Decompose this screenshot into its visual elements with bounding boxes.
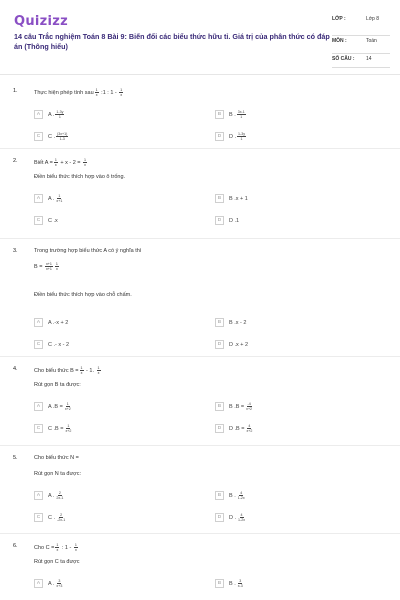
answer-option-b[interactable] — [215, 194, 248, 203]
question-separator — [0, 356, 400, 357]
answer-option-d[interactable] — [215, 424, 254, 433]
option-key: B . — [229, 195, 236, 202]
fraction-numerator: 1 — [67, 424, 70, 428]
fraction-numerator: 4 — [240, 491, 243, 495]
question-text — [34, 158, 88, 167]
quizizz-logo: Quizizz — [14, 14, 69, 29]
answer-option-d[interactable] — [215, 132, 247, 141]
option-value: 1 — [236, 217, 240, 224]
question-text-label: Cho C = — [34, 544, 55, 551]
fraction-denominator: x — [97, 371, 100, 375]
question-text — [34, 543, 79, 552]
question-formula — [34, 262, 60, 271]
fraction — [237, 491, 246, 500]
option-letter-box: A — [34, 579, 43, 588]
question-number: 6. — [13, 543, 18, 549]
question-text-label: Cho biểu thức B = — [34, 367, 79, 374]
fraction-denominator: 1 — [240, 137, 243, 141]
option-prefix: B = — [54, 403, 63, 410]
question-number: 5. — [13, 455, 18, 461]
fraction — [237, 513, 246, 522]
fraction-denominator: 1 — [58, 115, 61, 119]
option-key: B . — [229, 492, 236, 499]
option-key: B . — [229, 319, 236, 326]
fraction-numerator: -4 — [247, 402, 251, 406]
fraction-denominator: 1-2x — [237, 496, 245, 500]
question-text-label: Thực hiện phép tính sau — [34, 89, 94, 96]
option-value: x + 2 — [236, 341, 249, 348]
option-key: D . — [229, 133, 237, 140]
fraction — [55, 491, 64, 500]
fraction — [237, 132, 246, 141]
answer-option-b[interactable] — [215, 402, 254, 411]
fraction-numerator: 1 — [84, 158, 87, 162]
header-divider — [0, 74, 400, 75]
option-letter-box: C — [34, 340, 43, 349]
fraction-denominator: 2x-1 — [56, 496, 64, 500]
question-expression: :1 : 1 - — [99, 89, 119, 96]
question-instruction: Rút gọn C ta được — [34, 559, 80, 565]
fraction — [95, 88, 99, 97]
answer-option-a[interactable] — [34, 318, 68, 327]
fraction-denominator: x — [84, 163, 86, 167]
question-text-label: Trong trường hợp biểu thức A có ý nghĩa thì — [34, 248, 142, 254]
question-number: 4. — [13, 366, 18, 372]
fraction — [55, 110, 64, 119]
fraction-numerator: (3x+1) — [57, 132, 68, 136]
question-separator — [0, 238, 400, 239]
meta-class-row — [332, 14, 390, 36]
question-number: 3. — [13, 248, 18, 254]
fraction-numerator: 1 — [95, 88, 98, 92]
fraction-denominator: 1-3 — [59, 137, 65, 141]
option-letter-box: D — [215, 132, 224, 141]
option-letter-box: D — [215, 216, 224, 225]
fraction — [97, 366, 101, 375]
answer-option-a[interactable] — [34, 579, 64, 588]
fraction-denominator: x — [80, 371, 83, 375]
option-letter-box: B — [215, 194, 224, 203]
option-letter-box: A — [34, 194, 43, 203]
answer-option-a[interactable] — [34, 402, 73, 411]
option-key: C . — [48, 217, 56, 224]
answer-option-b[interactable] — [215, 110, 247, 119]
fraction-denominator: -2x-1 — [57, 518, 66, 522]
option-key: D . — [229, 425, 237, 432]
option-letter-box: C — [34, 424, 43, 433]
fraction-numerator: 3x-1 — [237, 110, 245, 114]
fraction — [237, 110, 246, 119]
fraction — [54, 158, 58, 167]
question-text-label: Cho biểu thức N = — [34, 455, 79, 461]
option-letter-box: B — [215, 579, 224, 588]
option-letter-box: A — [34, 318, 43, 327]
fraction-numerator: 1 — [54, 158, 57, 162]
question-text — [34, 366, 102, 375]
option-prefix: B = — [235, 403, 245, 410]
answer-option-c[interactable] — [34, 132, 69, 141]
fraction — [74, 543, 78, 552]
question-separator — [0, 148, 400, 149]
fraction — [56, 513, 66, 522]
fraction-numerator: 3 — [58, 579, 61, 583]
option-letter-box: B — [215, 491, 224, 500]
option-key: D . — [229, 514, 237, 521]
fraction-numerator: 4 — [248, 424, 251, 428]
option-key: C . — [48, 341, 56, 348]
fraction-numerator: 1 — [58, 194, 61, 198]
fraction-numerator: 1 — [56, 543, 59, 547]
fraction-denominator: x — [95, 93, 98, 97]
fraction-denominator: x — [120, 93, 123, 97]
answer-option-b[interactable] — [215, 318, 246, 327]
fraction — [119, 88, 123, 97]
option-letter-box: D — [215, 424, 224, 433]
option-letter-box: C — [34, 216, 43, 225]
fraction-denominator: 1 — [240, 115, 243, 119]
fraction-numerator: 1 — [74, 543, 77, 547]
fraction-numerator: x+1 — [45, 262, 52, 266]
fraction-numerator: 1-3y — [238, 132, 246, 136]
option-letter-box: B — [215, 110, 224, 119]
option-letter-box: B — [215, 318, 224, 327]
question-separator — [0, 445, 400, 446]
meta-class-value: Lớp 8 — [366, 16, 380, 22]
option-key: A . — [48, 403, 55, 410]
question-text — [34, 455, 79, 461]
fraction — [55, 262, 59, 271]
answer-option-b[interactable] — [215, 579, 245, 588]
option-key: A . — [48, 492, 55, 499]
option-letter-box: D — [215, 513, 224, 522]
option-key: A . — [48, 580, 55, 587]
fraction-denominator: x — [54, 163, 57, 167]
fraction-numerator: 2 — [58, 491, 61, 495]
worksheet-meta — [332, 14, 390, 68]
answer-option-c[interactable] — [34, 340, 69, 349]
answer-option-a[interactable] — [34, 194, 64, 203]
meta-subject-value: Toán — [366, 38, 377, 44]
fraction — [45, 262, 53, 271]
answer-option-c[interactable] — [34, 424, 73, 433]
option-letter-box: C — [34, 513, 43, 522]
fraction-denominator: 1-2x — [238, 518, 246, 522]
question-instruction: Rút gọn B ta được: — [34, 382, 81, 388]
fraction-denominator: x — [55, 267, 58, 271]
meta-subject-row — [332, 36, 390, 54]
fraction — [55, 194, 63, 203]
question-number: 1. — [13, 88, 18, 94]
question-instruction: Điền biểu thức thích hợp vào ô trống. — [34, 174, 126, 180]
fraction-denominator: x+3 — [56, 584, 63, 588]
fraction — [64, 424, 72, 433]
option-letter-box: A — [34, 491, 43, 500]
option-value: -x + 2 — [54, 319, 69, 326]
question-number: 2. — [13, 158, 18, 164]
fraction — [64, 402, 72, 411]
fraction — [83, 158, 87, 167]
fraction-numerator: 4 — [240, 513, 243, 517]
fraction-numerator: 2 — [60, 513, 63, 517]
fraction-denominator: x — [74, 548, 77, 552]
fraction-numerator: 3 — [239, 579, 242, 583]
question-expression: - 1. — [84, 367, 96, 374]
option-key: C . — [48, 133, 56, 140]
option-value: x — [55, 217, 58, 224]
fraction — [56, 132, 68, 141]
answer-option-a[interactable] — [34, 491, 65, 500]
answer-option-d[interactable] — [215, 513, 247, 522]
answer-option-c[interactable] — [34, 513, 67, 522]
question-text — [34, 248, 141, 254]
meta-count-label: SỐ CÂU : — [332, 56, 355, 62]
question-expression: : 1 - — [60, 544, 73, 551]
answer-option-a[interactable] — [34, 110, 65, 119]
meta-count-value: 14 — [366, 56, 372, 62]
fraction-denominator: x+2 — [246, 429, 253, 433]
fraction-numerator: 1 — [55, 262, 58, 266]
question-instruction: Điền biểu thức thích hợp vào chỗ chấm. — [34, 292, 132, 298]
answer-option-d[interactable] — [215, 340, 248, 349]
option-value: - x - 2 — [55, 341, 70, 348]
fraction-numerator: 1 — [97, 366, 100, 370]
fraction — [245, 424, 253, 433]
answer-option-b[interactable] — [215, 491, 247, 500]
fraction-numerator: 1 — [66, 402, 69, 406]
fraction — [245, 402, 253, 411]
fraction-numerator: 1-3y — [56, 110, 64, 114]
fraction-denominator: x+2 — [246, 407, 253, 411]
fraction — [55, 579, 63, 588]
option-key: C . — [48, 514, 56, 521]
question-text — [34, 88, 124, 97]
option-value: x + 1 — [235, 195, 248, 202]
option-key: C . — [48, 425, 56, 432]
meta-subject-label: MÔN : — [332, 38, 347, 44]
option-letter-box: A — [34, 402, 43, 411]
fraction — [237, 579, 244, 588]
question-separator — [0, 533, 400, 534]
option-letter-box: C — [34, 132, 43, 141]
question-expression: + x - 2 = — [58, 159, 83, 166]
option-prefix: B = — [55, 425, 64, 432]
fraction-denominator: x-3 — [237, 584, 243, 588]
answer-option-d[interactable] — [215, 216, 239, 225]
question-text-label: Biết A = — [34, 159, 53, 166]
meta-count-row — [332, 54, 390, 68]
fraction-denominator: x+1 — [45, 267, 52, 271]
option-key: D . — [229, 217, 237, 224]
fraction — [55, 543, 59, 552]
option-key: B . — [229, 111, 236, 118]
fraction-denominator: x+2 — [65, 429, 72, 433]
option-letter-box: B — [215, 402, 224, 411]
formula-label: B = — [34, 263, 44, 270]
meta-class-label: LỚP : — [332, 16, 346, 22]
option-value: x - 2 — [235, 319, 247, 326]
fraction-denominator: x+1 — [56, 199, 63, 203]
question-instruction: Rút gọn N ta được: — [34, 471, 82, 477]
fraction-denominator: x+2 — [64, 407, 71, 411]
option-letter-box: D — [215, 340, 224, 349]
option-key: A . — [48, 195, 55, 202]
option-key: A . — [48, 319, 55, 326]
fraction-numerator: 1 — [120, 88, 123, 92]
option-key: B . — [229, 403, 236, 410]
answer-option-c[interactable] — [34, 216, 58, 225]
fraction-denominator: x — [56, 548, 59, 552]
option-key: A . — [48, 111, 55, 118]
option-key: D . — [229, 341, 237, 348]
option-prefix: B = — [236, 425, 245, 432]
option-key: B . — [229, 580, 236, 587]
fraction-numerator: 1 — [80, 366, 83, 370]
option-letter-box: A — [34, 110, 43, 119]
fraction — [80, 366, 84, 375]
worksheet-title: 14 câu Trắc nghiệm Toán 8 Bài 9: Biến đổi các biểu thức hữu tỉ. Giá trị của phân thức có đáp án (Thông hiểu) — [14, 32, 330, 51]
